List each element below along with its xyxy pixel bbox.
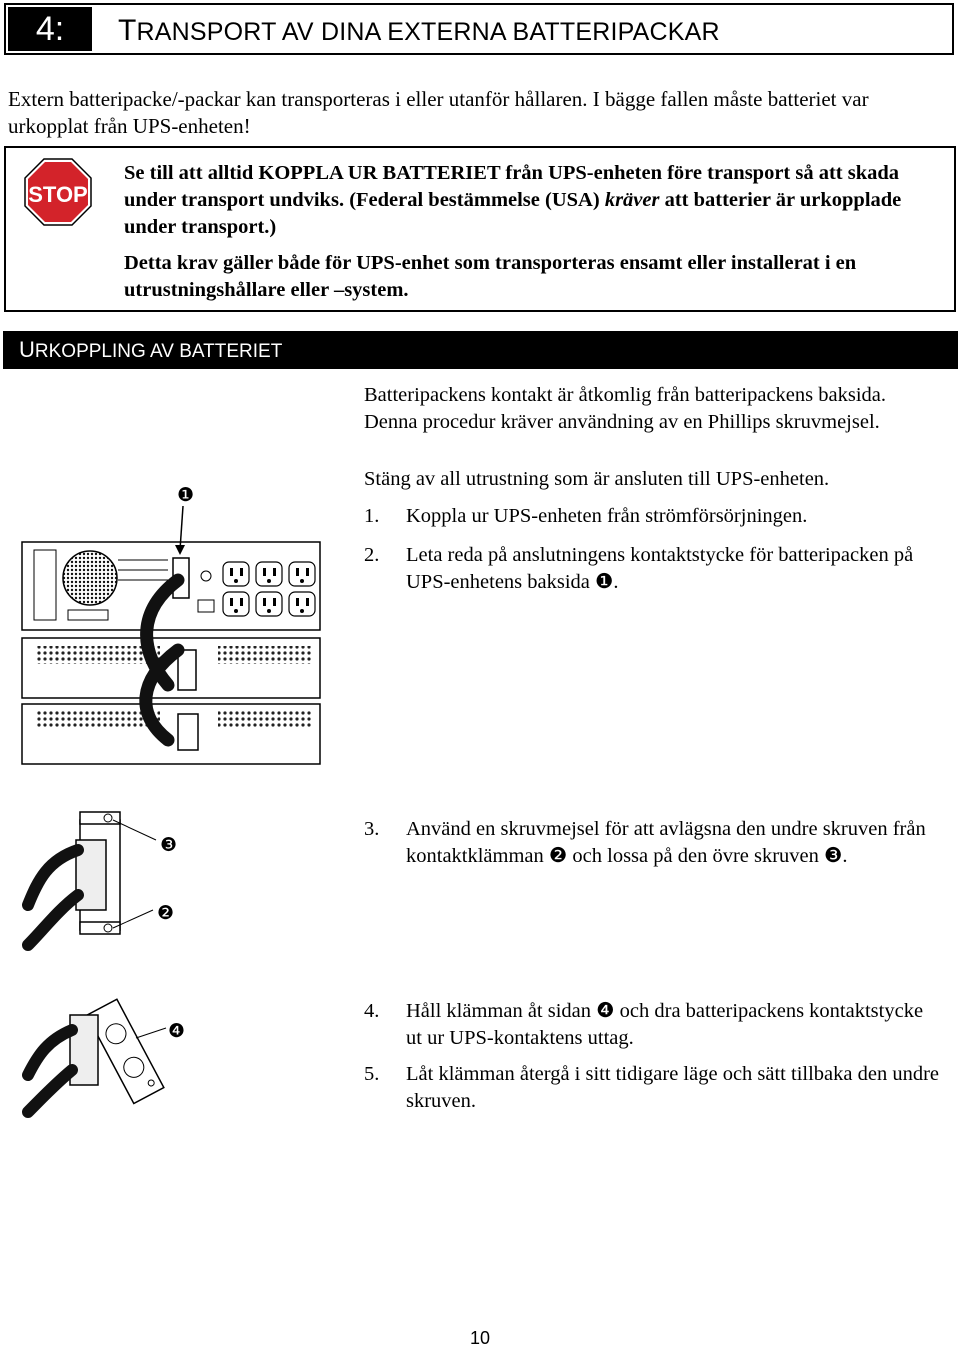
clamp-aside-illustration	[18, 990, 178, 1125]
page-number: 10	[469, 1328, 491, 1348]
callout-3: ❸	[160, 834, 178, 856]
step-number: 5.	[364, 1063, 380, 1085]
step-text: Leta reda på anslutningens kontaktstycke för batteripacken på UPS-enhetens baksida ❶.	[406, 544, 914, 593]
step-text: Låt klämman återgå i sitt tidigare läge och sätt tillbaka den undre skruven.	[406, 1063, 940, 1112]
chapter-header	[4, 3, 954, 55]
step-2	[364, 542, 934, 596]
step-number: 1.	[364, 505, 380, 527]
chapter-title-initial: T	[118, 14, 137, 47]
callout-2: ❷	[157, 902, 175, 924]
warning-p1-part2: att batterier är urkopplade under transport.)	[124, 189, 902, 238]
body-paragraph-1: Batteripackens kontakt är åtkomlig från batteripackens baksida. Denna procedur kräver användning av en Phillips skruvmejsel.	[364, 384, 886, 433]
stop-sign-text: STOP	[28, 182, 88, 207]
warning-p1-emphasis: kräver	[604, 189, 660, 211]
step-3	[364, 816, 939, 870]
stop-sign-icon	[24, 158, 92, 226]
step-text: Håll klämman åt sidan ❹ och dra batteripackens kontaktstycke ut ur UPS-kontaktens uttag.	[406, 1000, 924, 1049]
warning-paragraph-1	[124, 160, 944, 241]
section-title	[19, 336, 282, 366]
step-1	[364, 503, 944, 530]
warning-paragraph-2: Detta krav gäller både för UPS-enhet som transporteras ensamt eller installerat i en utrustningshållare eller –system.	[124, 252, 857, 301]
warning-p1-part1: Se till att alltid KOPPLA UR BATTERIET från UPS-enheten före transport så att skada under transport undviks. (Federal bestämmelse (USA)	[124, 162, 900, 211]
step-text: Använd en skruvmejsel för att avlägsna den undre skruven från kontaktklämman ❷ och lossa på den övre skruven ❸.	[406, 818, 926, 867]
step-number: 3.	[364, 818, 380, 840]
callout-4: ❹	[168, 1020, 186, 1042]
section-title-initial: U	[19, 337, 35, 362]
section-title-rest: RKOPPLING AV BATTERIET	[34, 341, 283, 362]
warning-box	[4, 146, 956, 312]
callout-1: ❶	[177, 484, 195, 506]
chapter-title	[118, 11, 720, 52]
chapter-title-rest: RANSPORT AV DINA EXTERNA BATTERIPACKAR	[136, 18, 720, 46]
ups-rear-panel-illustration	[18, 500, 328, 770]
step-5	[364, 1061, 939, 1115]
warning-text	[124, 160, 944, 304]
section-heading-bar	[3, 331, 958, 369]
connector-clamp-illustration	[18, 810, 178, 960]
step-number: 4.	[364, 1000, 380, 1022]
body-paragraph-2: Stäng av all utrustning som är ansluten till UPS-enheten.	[364, 468, 830, 490]
step-number: 2.	[364, 544, 380, 566]
intro-paragraph: Extern batteripacke/-packar kan transporteras i eller utanför hållaren. I bägge fallen måste batteriet var urkopplat från UPS-enheten!	[8, 87, 869, 138]
step-text: Koppla ur UPS-enheten från strömförsörjningen.	[406, 505, 808, 527]
step-4	[364, 998, 939, 1052]
chapter-number: 4:	[8, 7, 92, 51]
